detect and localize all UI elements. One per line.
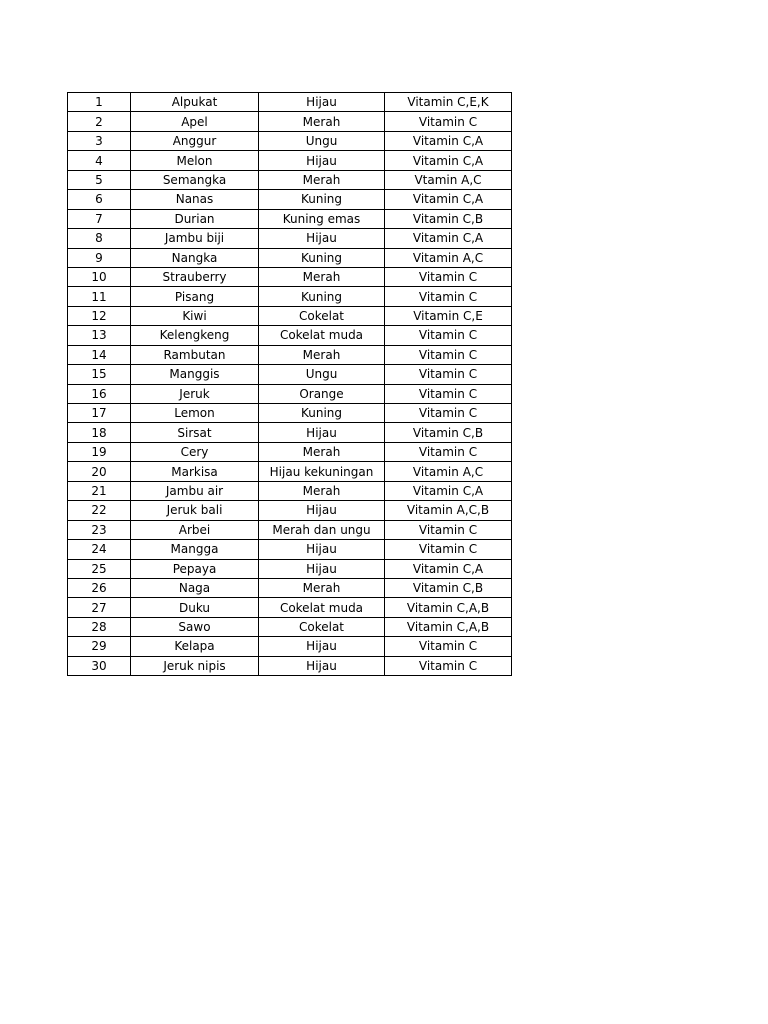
- row-number-cell: 16: [68, 384, 131, 403]
- table-row: [68, 462, 512, 481]
- fruit-name-cell: Lemon: [131, 404, 259, 423]
- fruit-color-cell: Hijau: [259, 559, 385, 578]
- fruit-name-cell: Cery: [131, 442, 259, 461]
- vitamin-cell: Vitamin C,B: [385, 423, 512, 442]
- vitamin-cell: Vitamin C,E,K: [385, 93, 512, 112]
- table-row: [68, 423, 512, 442]
- fruit-name-cell: Naga: [131, 578, 259, 597]
- vitamin-cell: Vitamin C: [385, 540, 512, 559]
- fruit-color-cell: Ungu: [259, 131, 385, 150]
- row-number-cell: 6: [68, 190, 131, 209]
- fruit-name-cell: Anggur: [131, 131, 259, 150]
- fruit-name-cell: Sawo: [131, 617, 259, 636]
- row-number-cell: 15: [68, 365, 131, 384]
- fruit-color-cell: Cokelat muda: [259, 598, 385, 617]
- table-row: [68, 190, 512, 209]
- row-number-cell: 4: [68, 151, 131, 170]
- fruit-color-cell: Orange: [259, 384, 385, 403]
- vitamin-cell: Vitamin C: [385, 637, 512, 656]
- fruit-color-cell: Hijau: [259, 540, 385, 559]
- row-number-cell: 3: [68, 131, 131, 150]
- fruit-name-cell: Manggis: [131, 365, 259, 384]
- fruit-name-cell: Kelengkeng: [131, 326, 259, 345]
- fruit-color-cell: Ungu: [259, 365, 385, 384]
- vitamin-cell: Vitamin C,A: [385, 559, 512, 578]
- row-number-cell: 26: [68, 578, 131, 597]
- fruit-name-cell: Nanas: [131, 190, 259, 209]
- table-row: [68, 112, 512, 131]
- row-number-cell: 23: [68, 520, 131, 539]
- vitamin-cell: Vitamin C: [385, 326, 512, 345]
- table-row: [68, 365, 512, 384]
- vitamin-cell: Vitamin A,C,B: [385, 501, 512, 520]
- table-row: [68, 442, 512, 461]
- fruit-name-cell: Durian: [131, 209, 259, 228]
- fruit-color-cell: Hijau: [259, 93, 385, 112]
- vitamin-cell: Vitamin C,A: [385, 151, 512, 170]
- vitamin-cell: Vitamin C,A: [385, 190, 512, 209]
- fruit-name-cell: Duku: [131, 598, 259, 617]
- vitamin-cell: Vitamin C: [385, 287, 512, 306]
- row-number-cell: 14: [68, 345, 131, 364]
- fruit-color-cell: Kuning: [259, 404, 385, 423]
- table-row: [68, 384, 512, 403]
- fruit-name-cell: Nangka: [131, 248, 259, 267]
- table-row: [68, 93, 512, 112]
- vitamin-cell: Vitamin C: [385, 112, 512, 131]
- table-row: [68, 170, 512, 189]
- vitamin-cell: Vitamin C: [385, 404, 512, 423]
- fruit-color-cell: Kuning: [259, 287, 385, 306]
- vitamin-cell: Vtamin A,C: [385, 170, 512, 189]
- fruit-name-cell: Jeruk: [131, 384, 259, 403]
- fruit-name-cell: Apel: [131, 112, 259, 131]
- fruit-color-cell: Merah: [259, 578, 385, 597]
- table-row: [68, 287, 512, 306]
- fruit-color-cell: Kuning emas: [259, 209, 385, 228]
- fruit-name-cell: Arbei: [131, 520, 259, 539]
- vitamin-cell: Vitamin C,B: [385, 578, 512, 597]
- fruit-name-cell: Pepaya: [131, 559, 259, 578]
- row-number-cell: 18: [68, 423, 131, 442]
- row-number-cell: 2: [68, 112, 131, 131]
- row-number-cell: 13: [68, 326, 131, 345]
- fruit-name-cell: Sirsat: [131, 423, 259, 442]
- fruit-name-cell: Strauberry: [131, 267, 259, 286]
- fruit-name-cell: Jeruk bali: [131, 501, 259, 520]
- vitamin-cell: Vitamin C: [385, 267, 512, 286]
- fruit-name-cell: Jambu biji: [131, 229, 259, 248]
- fruit-name-cell: Mangga: [131, 540, 259, 559]
- row-number-cell: 7: [68, 209, 131, 228]
- vitamin-cell: Vitamin A,C: [385, 248, 512, 267]
- table-row: [68, 598, 512, 617]
- fruit-color-cell: Cokelat muda: [259, 326, 385, 345]
- fruit-name-cell: Semangka: [131, 170, 259, 189]
- vitamin-cell: Vitamin C: [385, 345, 512, 364]
- row-number-cell: 19: [68, 442, 131, 461]
- fruit-name-cell: Rambutan: [131, 345, 259, 364]
- table-row: [68, 326, 512, 345]
- fruit-color-cell: Merah: [259, 170, 385, 189]
- table-row: [68, 540, 512, 559]
- fruit-color-cell: Hijau: [259, 229, 385, 248]
- table-row: [68, 209, 512, 228]
- vitamin-cell: Vitamin C: [385, 365, 512, 384]
- table-row: [68, 637, 512, 656]
- row-number-cell: 25: [68, 559, 131, 578]
- fruit-name-cell: Pisang: [131, 287, 259, 306]
- vitamin-cell: Vitamin C,A: [385, 481, 512, 500]
- vitamin-cell: Vitamin C,A: [385, 229, 512, 248]
- fruit-color-cell: Kuning: [259, 190, 385, 209]
- fruit-color-cell: Hijau: [259, 151, 385, 170]
- vitamin-cell: Vitamin C: [385, 520, 512, 539]
- table-row: [68, 656, 512, 675]
- table-row: [68, 520, 512, 539]
- table-row: [68, 151, 512, 170]
- row-number-cell: 29: [68, 637, 131, 656]
- fruit-color-cell: Merah: [259, 112, 385, 131]
- fruit-vitamin-table: [67, 92, 512, 676]
- fruit-name-cell: Jeruk nipis: [131, 656, 259, 675]
- fruit-color-cell: Kuning: [259, 248, 385, 267]
- row-number-cell: 11: [68, 287, 131, 306]
- fruit-color-cell: Merah: [259, 442, 385, 461]
- table-row: [68, 229, 512, 248]
- vitamin-cell: Vitamin A,C: [385, 462, 512, 481]
- table-row: [68, 404, 512, 423]
- fruit-color-cell: Hijau: [259, 501, 385, 520]
- row-number-cell: 8: [68, 229, 131, 248]
- table-body: [68, 93, 512, 676]
- table-row: [68, 578, 512, 597]
- vitamin-cell: Vitamin C,E: [385, 306, 512, 325]
- fruit-color-cell: Merah: [259, 267, 385, 286]
- row-number-cell: 27: [68, 598, 131, 617]
- fruit-name-cell: Alpukat: [131, 93, 259, 112]
- row-number-cell: 1: [68, 93, 131, 112]
- fruit-color-cell: Hijau kekuningan: [259, 462, 385, 481]
- vitamin-cell: Vitamin C: [385, 656, 512, 675]
- row-number-cell: 12: [68, 306, 131, 325]
- vitamin-cell: Vitamin C,A,B: [385, 617, 512, 636]
- row-number-cell: 30: [68, 656, 131, 675]
- table-row: [68, 267, 512, 286]
- fruit-color-cell: Merah dan ungu: [259, 520, 385, 539]
- row-number-cell: 10: [68, 267, 131, 286]
- table-row: [68, 306, 512, 325]
- fruit-color-cell: Hijau: [259, 637, 385, 656]
- table-row: [68, 345, 512, 364]
- row-number-cell: 9: [68, 248, 131, 267]
- row-number-cell: 5: [68, 170, 131, 189]
- fruit-color-cell: Hijau: [259, 656, 385, 675]
- fruit-name-cell: Kiwi: [131, 306, 259, 325]
- vitamin-cell: Vitamin C: [385, 384, 512, 403]
- vitamin-cell: Vitamin C,A,B: [385, 598, 512, 617]
- fruit-name-cell: Kelapa: [131, 637, 259, 656]
- table-row: [68, 501, 512, 520]
- row-number-cell: 28: [68, 617, 131, 636]
- table-row: [68, 559, 512, 578]
- row-number-cell: 22: [68, 501, 131, 520]
- table-row: [68, 617, 512, 636]
- fruit-name-cell: Markisa: [131, 462, 259, 481]
- fruit-color-cell: Hijau: [259, 423, 385, 442]
- row-number-cell: 20: [68, 462, 131, 481]
- table-row: [68, 481, 512, 500]
- row-number-cell: 24: [68, 540, 131, 559]
- fruit-color-cell: Merah: [259, 345, 385, 364]
- fruit-color-cell: Merah: [259, 481, 385, 500]
- table-row: [68, 131, 512, 150]
- row-number-cell: 17: [68, 404, 131, 423]
- fruit-color-cell: Cokelat: [259, 306, 385, 325]
- row-number-cell: 21: [68, 481, 131, 500]
- vitamin-cell: Vitamin C: [385, 442, 512, 461]
- fruit-name-cell: Melon: [131, 151, 259, 170]
- vitamin-cell: Vitamin C,A: [385, 131, 512, 150]
- vitamin-cell: Vitamin C,B: [385, 209, 512, 228]
- table-row: [68, 248, 512, 267]
- fruit-name-cell: Jambu air: [131, 481, 259, 500]
- fruit-color-cell: Cokelat: [259, 617, 385, 636]
